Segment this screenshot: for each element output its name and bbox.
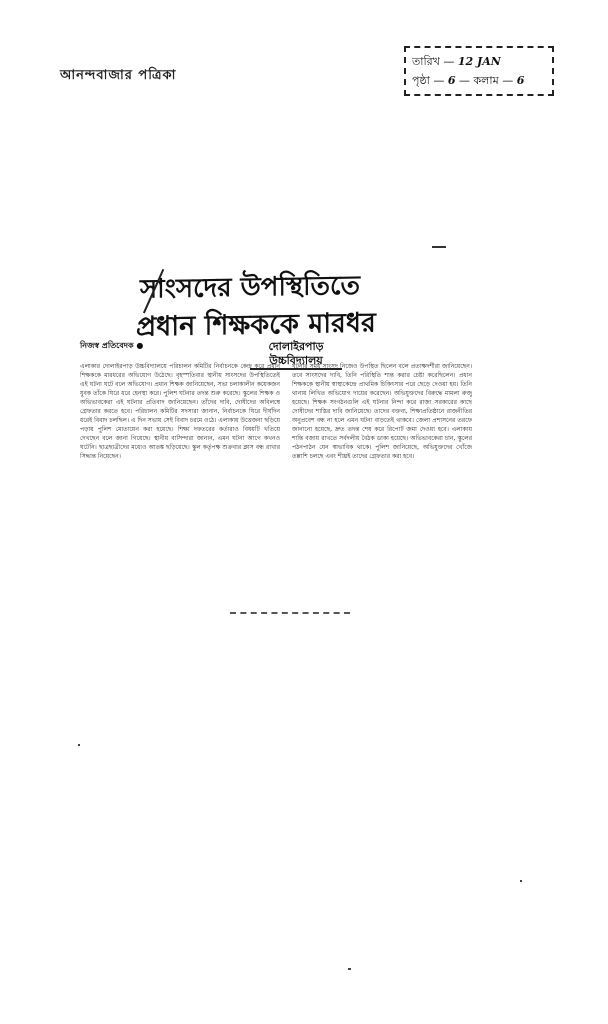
- article-byline: নিজস্ব প্রতিবেদক ●: [80, 341, 144, 350]
- stamp-page-value: 6: [447, 74, 456, 87]
- stamp-date-label: তারিখ: [412, 55, 440, 68]
- scan-speck: [520, 880, 522, 882]
- stamp-page-label: পৃষ্ঠা: [412, 74, 430, 87]
- newspaper-masthead: আনন্দবাজার পত্রিকা: [60, 68, 177, 83]
- school-name-line-2: উচ্চবিদ্যালয়: [269, 354, 323, 367]
- stamp-page-row: পৃষ্ঠা — 6 — কলাম — 6: [412, 74, 525, 87]
- headline-line-1: সাংসদের উপস্থিতিতে: [140, 270, 360, 305]
- stamp-column-label: কলাম: [473, 74, 499, 87]
- article-body-right-column: ঘটনার সময় সাংসদ নিজেও উপস্থিত ছিলেন বলে প্রত্যক্ষদর্শীরা জানিয়েছেন। তবে সাংসদের দাবি, তিনি পরিস্থিতি শান্ত করার চেষ্টা করেছিলেন। প্রধান শিক্ষককে স্থানীয় স্বাস্থ্যকেন্দ্রে প্রাথমিক চিকিৎসার পরে ছেড়ে দেওয়া হয়। তিনি থানায় লিখিত অভিযোগ দায়ের করেছেন। অভিযুক্তদের বিরুদ্ধে মামলা রুজু হয়েছে। শিক্ষক সংগঠনগুলি এই ঘটনার নিন্দা করে রাজ্য সরকারের কাছে দোষীদের শাস্তির দাবি জানিয়েছে। তাদের বক্তব্য, শিক্ষাপ্রতিষ্ঠানে রাজনীতির অনুপ্রবেশ বন্ধ না হলে এমন ঘটনা বাড়তেই থাকবে। জেলা প্রশাসনের তরফে জানানো হয়েছে, দ্রুত তদন্ত শেষ করে রিপোর্ট জমা দেওয়া হবে। এলাকায় শান্তি বজায় রাখতে সর্বদলীয় বৈঠক ডাকা হয়েছে। অভিভাবকেরা চান, স্কুলের পঠনপাঠন যেন স্বাভাবিক থাকে। পুলিশ জানিয়েছে, অভিযুক্তদের খোঁজে তল্লাশি চলছে এবং শীঘ্রই তাদের গ্রেফতার করা হবে।: [292, 363, 472, 460]
- stamp-date-row: তারিখ — 12 JAN: [412, 55, 501, 68]
- news-clipping: [80, 240, 472, 660]
- headline-line-2: প্রধান শিক্ষককে মারধর: [136, 307, 376, 343]
- stamp-column-value: 6: [516, 74, 525, 87]
- article-body-left-column: এলাকার দোলাইরপাড় উচ্চবিদ্যালয়ে পরিচালন কমিটির নির্বাচনকে কেন্দ্র করে প্রধান শিক্ষককে মারধরের অভিযোগ উঠেছে। বৃহস্পতিবার স্থানীয় সাংসদের উপস্থিতিতেই এই ঘটনা ঘটে বলে অভিযোগ। প্রধান শিক্ষক জানিয়েছেন, সভা চলাকালীন কয়েকজন যুবক তাঁকে ঘিরে ধরে হেনস্থা করে। পুলিশ ঘটনার তদন্ত শুরু করেছে। স্কুলের শিক্ষক ও অভিভাবকেরা এই ঘটনার প্রতিবাদ জানিয়েছেন। তাঁদের দাবি, দোষীদের অবিলম্বে গ্রেফতার করতে হবে। পরিচালন কমিটির সদস্যরা জানান, নির্বাচনকে ঘিরে দীর্ঘদিন ধরেই বিবাদ চলছিল। এ দিন সভায় সেই বিবাদ চরমে ওঠে। এলাকায় উত্তেজনা ছড়িয়ে পড়ায় পুলিশ মোতায়েন করা হয়েছে। শিক্ষা দফতরের কর্তারাও বিষয়টি খতিয়ে দেখছেন বলে জানা গিয়েছে। স্থানীয় বাসিন্দারা জানান, এমন ঘটনা আগে কখনও ঘটেনি। ছাত্রছাত্রীদের মধ্যেও আতঙ্ক ছড়িয়েছে। স্কুল কর্তৃপক্ষ শুক্রবার ক্লাস বন্ধ রাখার সিদ্ধান্ত নিয়েছেন।: [80, 363, 280, 460]
- stamp-date-value: 12 JAN: [457, 55, 501, 68]
- school-name-line-1: দোলাইরপাড়: [268, 340, 324, 353]
- scan-speck: [348, 968, 351, 970]
- article-headline: [136, 265, 440, 346]
- archive-stamp: [404, 46, 554, 96]
- article-end-rule: [230, 612, 350, 614]
- scan-speck: [78, 744, 80, 746]
